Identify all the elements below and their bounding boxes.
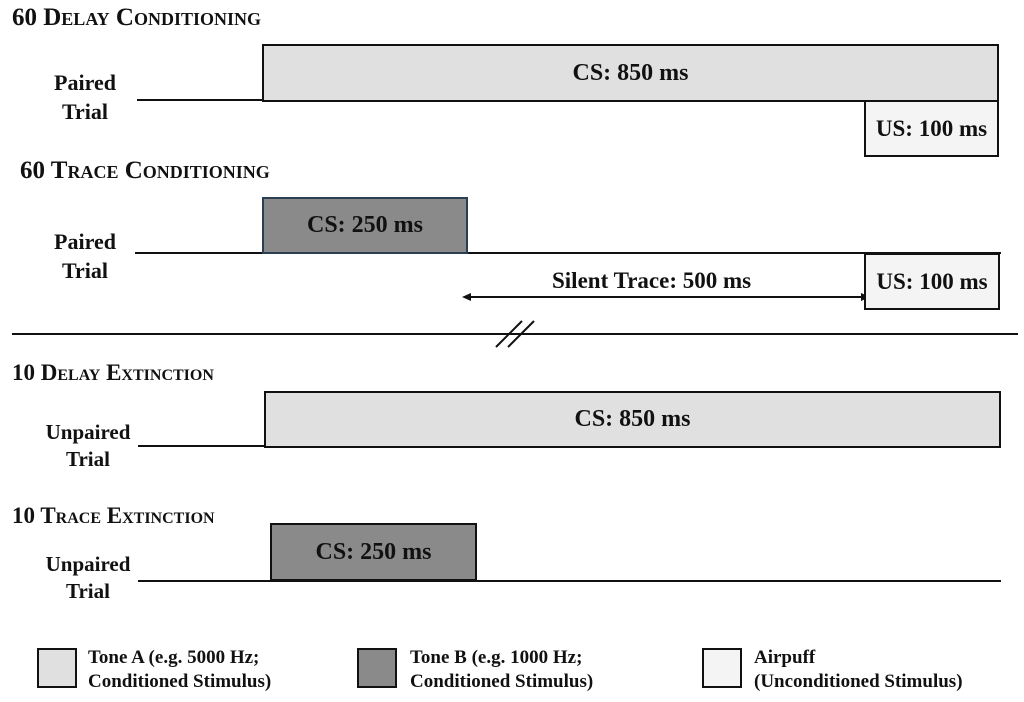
trace-extinction-cs-bar <box>270 523 477 581</box>
trace-conditioning-us-label: US: 100 ms <box>876 268 988 294</box>
trace-conditioning-trial-label: Paired Trial <box>54 229 116 283</box>
trace-extinction-cs-label: CS: 250 ms <box>315 538 432 565</box>
delay-conditioning-cs-label: CS: 850 ms <box>572 59 689 86</box>
trace-extinction-baseline <box>138 580 1001 582</box>
legend-label-tone-b: Tone B (e.g. 1000 Hz; Conditioned Stimulus) <box>410 647 594 692</box>
legend-label-tone-a: Tone A (e.g. 5000 Hz; Conditioned Stimulus) <box>88 647 272 692</box>
delay-conditioning-trial-label: Paired Trial <box>54 70 116 124</box>
delay-conditioning-us-label: US: 100 ms <box>875 115 988 141</box>
delay-extinction-title: 10 Delay Extinction <box>12 360 214 385</box>
trace-conditioning-cs-bar <box>262 197 468 254</box>
trace-extinction-title: 10 Trace Extinction <box>12 503 215 528</box>
legend-swatch-airpuff <box>702 648 742 688</box>
silent-trace-label: Silent Trace: 500 ms <box>552 268 752 293</box>
delay-conditioning-baseline <box>137 99 264 101</box>
delay-extinction-baseline <box>138 445 266 447</box>
legend-swatch-tone-b <box>357 648 397 688</box>
delay-conditioning-us-box <box>864 100 999 157</box>
delay-extinction-trial-label: Unpaired Trial <box>45 420 131 471</box>
delay-extinction-cs-bar <box>264 391 1001 448</box>
delay-extinction-cs-label: CS: 850 ms <box>574 406 691 432</box>
legend-label-airpuff: Airpuff (Unconditioned Stimulus) <box>754 647 963 692</box>
axis-break-mark <box>490 316 540 352</box>
legend-swatch-tone-a <box>37 648 77 688</box>
trace-conditioning-title: 60 Trace Conditioning <box>20 157 270 184</box>
trace-conditioning-us-box <box>864 253 1000 310</box>
trace-extinction-trial-label: Unpaired Trial <box>45 552 131 603</box>
trace-conditioning-cs-label: CS: 250 ms <box>306 212 423 238</box>
delay-conditioning-cs-bar <box>262 44 999 102</box>
delay-conditioning-title: 60 Delay Conditioning <box>12 4 261 31</box>
silent-trace-arrow <box>460 289 872 305</box>
